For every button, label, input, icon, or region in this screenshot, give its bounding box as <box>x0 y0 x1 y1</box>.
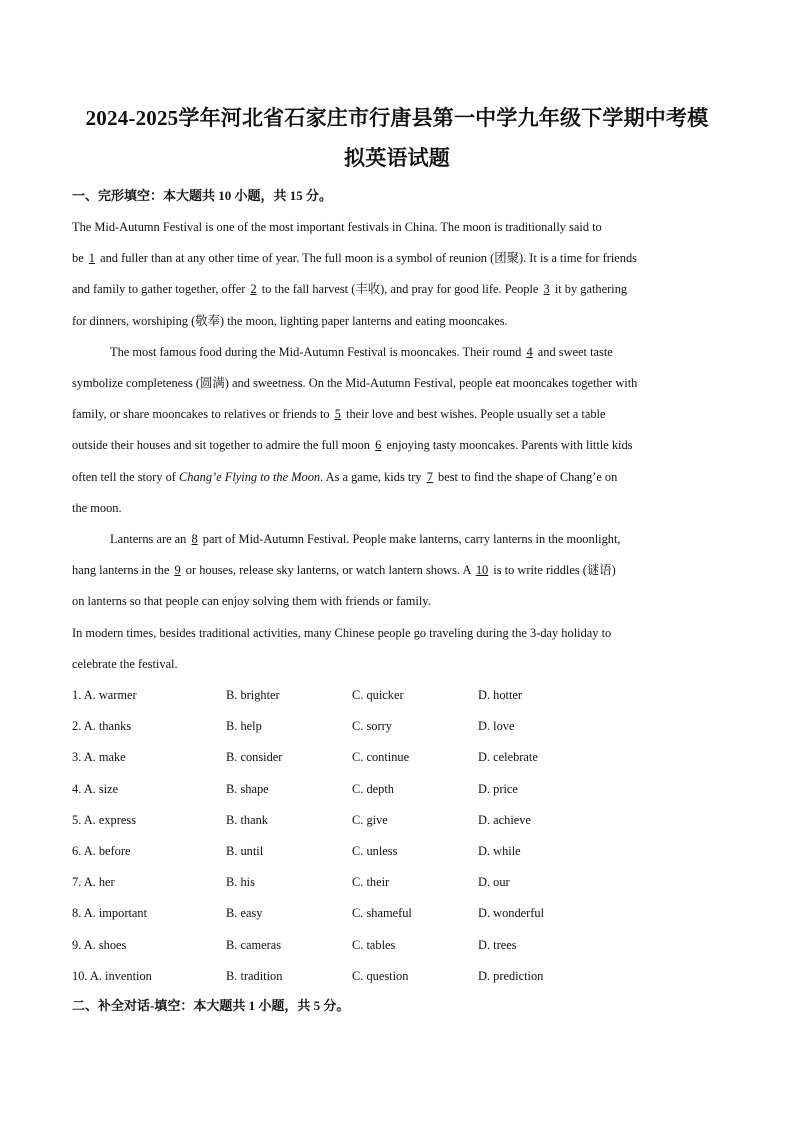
option-b: B. help <box>226 719 262 733</box>
passage-text: . As a game, kids try <box>320 470 425 484</box>
question-options-8 <box>72 905 752 921</box>
question-options-4 <box>72 781 752 797</box>
option-d: D. wonderful <box>478 906 545 920</box>
passage-line <box>72 562 616 578</box>
passage-text: hang lanterns in the <box>72 563 173 577</box>
option-d: D. price <box>478 782 518 796</box>
passage-line: symbolize completeness (圆满) and sweetness. On the Mid-Autumn Festival, people eat mooncakes together with <box>72 376 638 390</box>
blank-2: 2 <box>250 282 257 296</box>
blank-3: 3 <box>543 282 550 296</box>
passage-line: The Mid-Autumn Festival is one of the most important festivals in China. The moon is traditionally said to <box>72 220 602 234</box>
option-b: B. his <box>226 875 255 889</box>
option-a: 7. A. her <box>72 875 115 889</box>
option-b: B. tradition <box>226 969 283 983</box>
option-b: B. cameras <box>226 938 282 952</box>
option-d: D. love <box>478 719 515 733</box>
passage-text: best to find the shape of Chang’e on <box>434 470 618 484</box>
blank-10: 10 <box>475 563 489 577</box>
option-c: C. continue <box>352 750 410 764</box>
passage-line <box>72 437 632 453</box>
story-title: Chang’e Flying to the Moon <box>179 470 321 484</box>
passage-text: part of Mid-Autumn Festival. People make lanterns, carry lanterns in the moonlight, <box>199 532 621 546</box>
page-title-line-1: 2024-2025学年河北省石家庄市行唐县第一中学九年级下学期中考模 <box>85 106 709 130</box>
passage-line <box>110 344 613 360</box>
option-a: 8. A. important <box>72 906 148 920</box>
option-c: C. tables <box>352 938 396 952</box>
option-d: D. while <box>478 844 521 858</box>
blank-1: 1 <box>88 251 95 265</box>
blank-8: 8 <box>191 532 198 546</box>
passage-text: their love and best wishes. People usually set a table <box>342 407 606 421</box>
section-heading-dialogue: 二、补全对话-填空：本大题共 1 小题，共 5 分。 <box>72 998 350 1013</box>
option-c: C. question <box>352 969 409 983</box>
blank-7: 7 <box>426 470 433 484</box>
passage-text: is to write riddles (谜语) <box>490 563 616 577</box>
passage-text: family, or share mooncakes to relatives or friends to <box>72 407 333 421</box>
question-options-1 <box>72 687 752 703</box>
passage-text: and family to gather together, offer <box>72 282 249 296</box>
passage-text: be <box>72 251 87 265</box>
option-c: C. their <box>352 875 390 889</box>
option-d: D. celebrate <box>478 750 538 764</box>
question-options-5 <box>72 812 752 828</box>
option-b: B. easy <box>226 906 263 920</box>
passage-line <box>110 531 621 547</box>
passage-line: for dinners, worshiping (敬奉) the moon, lighting paper lanterns and eating mooncakes. <box>72 314 508 328</box>
option-a: 3. A. make <box>72 750 126 764</box>
question-options-6 <box>72 843 752 859</box>
option-d: D. achieve <box>478 813 531 827</box>
passage-text: Lanterns are an <box>110 532 190 546</box>
question-options-3 <box>72 749 752 765</box>
option-d: D. trees <box>478 938 517 952</box>
passage-line <box>72 250 637 266</box>
option-b: B. brighter <box>226 688 280 702</box>
passage-text: or houses, release sky lanterns, or watch lantern shows. A <box>182 563 474 577</box>
blank-5: 5 <box>334 407 341 421</box>
option-c: C. shameful <box>352 906 412 920</box>
passage-line <box>72 469 617 485</box>
question-options-2 <box>72 718 752 734</box>
option-a: 10. A. invention <box>72 969 152 983</box>
section-heading-cloze: 一、完形填空：本大题共 10 小题，共 15 分。 <box>72 188 333 203</box>
question-options-9 <box>72 937 752 953</box>
question-options-10 <box>72 968 752 984</box>
option-c: C. unless <box>352 844 398 858</box>
passage-line: celebrate the festival. <box>72 657 178 671</box>
passage-line: on lanterns so that people can enjoy solving them with friends or family. <box>72 594 431 608</box>
passage-text: outside their houses and sit together to admire the full moon <box>72 438 374 452</box>
passage-line <box>72 281 627 297</box>
blank-4: 4 <box>526 345 533 359</box>
option-b: B. thank <box>226 813 268 827</box>
question-options-7 <box>72 874 752 890</box>
passage-line: the moon. <box>72 501 122 515</box>
option-c: C. quicker <box>352 688 404 702</box>
passage-text: and fuller than at any other time of year. The full moon is a symbol of reunion (团聚). It is a time for friends <box>97 251 638 265</box>
option-a: 9. A. shoes <box>72 938 127 952</box>
option-a: 5. A. express <box>72 813 137 827</box>
page-title-line-2: 拟英语试题 <box>344 146 450 170</box>
option-d: D. hotter <box>478 688 523 702</box>
option-a: 2. A. thanks <box>72 719 132 733</box>
blank-6: 6 <box>375 438 382 452</box>
blank-9: 9 <box>174 563 181 577</box>
passage-text: and sweet taste <box>534 345 613 359</box>
passage-text: it by gathering <box>551 282 628 296</box>
option-c: C. give <box>352 813 388 827</box>
passage-line <box>72 406 605 422</box>
option-b: B. shape <box>226 782 269 796</box>
option-a: 1. A. warmer <box>72 688 137 702</box>
option-d: D. our <box>478 875 510 889</box>
passage-text: The most famous food during the Mid-Autumn Festival is mooncakes. Their round <box>110 345 525 359</box>
option-c: C. sorry <box>352 719 392 733</box>
passage-text: to the fall harvest (丰收), and pray for good life. People <box>258 282 542 296</box>
option-c: C. depth <box>352 782 394 796</box>
option-a: 4. A. size <box>72 782 119 796</box>
passage-text: often tell the story of <box>72 470 180 484</box>
option-a: 6. A. before <box>72 844 131 858</box>
option-b: B. consider <box>226 750 283 764</box>
option-d: D. prediction <box>478 969 544 983</box>
passage-text: enjoying tasty mooncakes. Parents with little kids <box>383 438 633 452</box>
passage-line: In modern times, besides traditional activities, many Chinese people go traveling during the 3-day holiday to <box>72 626 612 640</box>
option-b: B. until <box>226 844 264 858</box>
